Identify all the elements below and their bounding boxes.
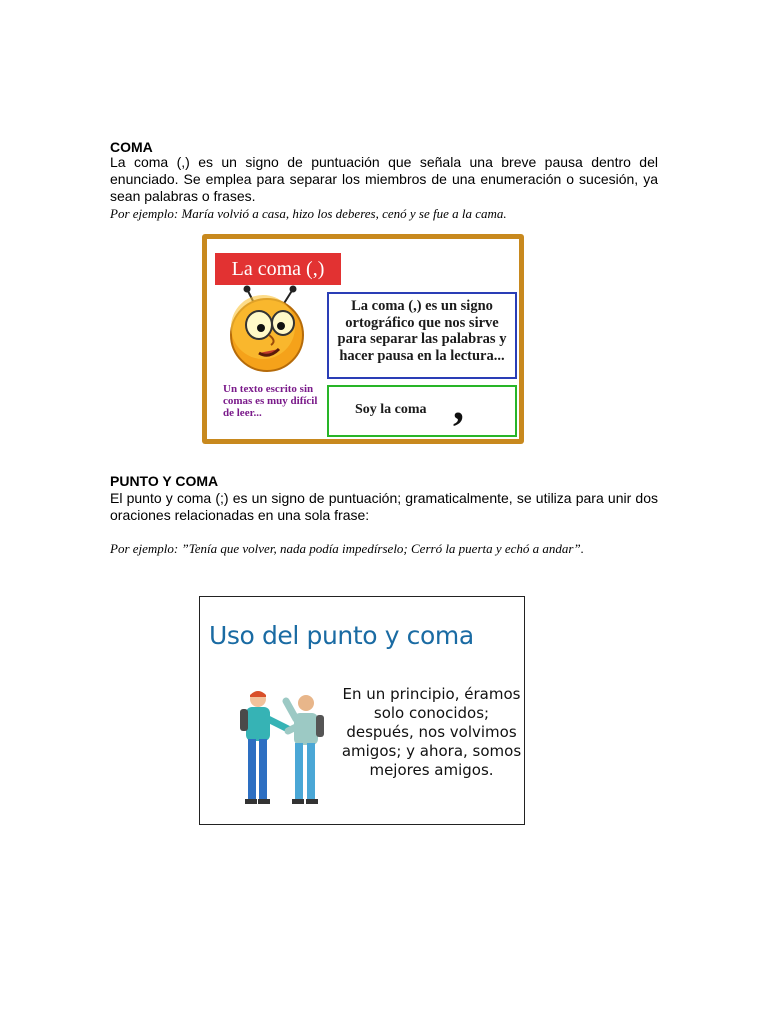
coma-illustration <box>202 234 524 444</box>
side-note: Un texto escrito sin comas es muy difícil de leer... <box>223 383 318 419</box>
example-punto-y-coma: Por ejemplo: ”Tenía que volver, nada podía impedírselo; Cerró la puerta y echó a andar”. <box>110 541 584 556</box>
definition-box: La coma (,) es un signo ortográfico que nos sirve para separar las palabras y hacer pausa en la lectura... <box>327 292 517 379</box>
soy-la-coma-label: Soy la coma <box>355 402 427 417</box>
punto-y-coma-illustration <box>199 596 525 825</box>
example-coma: Por ejemplo: María volvió a casa, hizo los deberes, cenó y se fue a la cama. <box>110 206 507 221</box>
friends-quote: En un principio, éramos solo conocidos; después, nos volvimos amigos; y ahora, somos mejores amigos. <box>341 685 522 779</box>
punto-y-coma-title: Uso del punto y coma <box>209 621 474 650</box>
smiley-comma-icon <box>221 283 321 379</box>
soy-la-coma-box <box>327 380 517 437</box>
paragraph-punto-y-coma: El punto y coma (;) es un signo de puntuación; gramaticalmente, se utiliza para unir dos oraciones relacionadas en una sola frase: <box>110 490 658 523</box>
comma-glyph: , <box>453 380 464 429</box>
heading-coma: COMA <box>110 139 153 155</box>
heading-punto-y-coma: PUNTO Y COMA <box>110 473 219 489</box>
paragraph-coma: La coma (,) es un signo de puntuación que señala una breve pausa dentro del enunciado. Se emplea para separar los miembros de una enumeración o sucesión, ya sean palabras o frases. <box>110 154 658 204</box>
coma-title-banner: La coma (,) <box>215 253 341 285</box>
two-friends-icon <box>228 685 338 815</box>
